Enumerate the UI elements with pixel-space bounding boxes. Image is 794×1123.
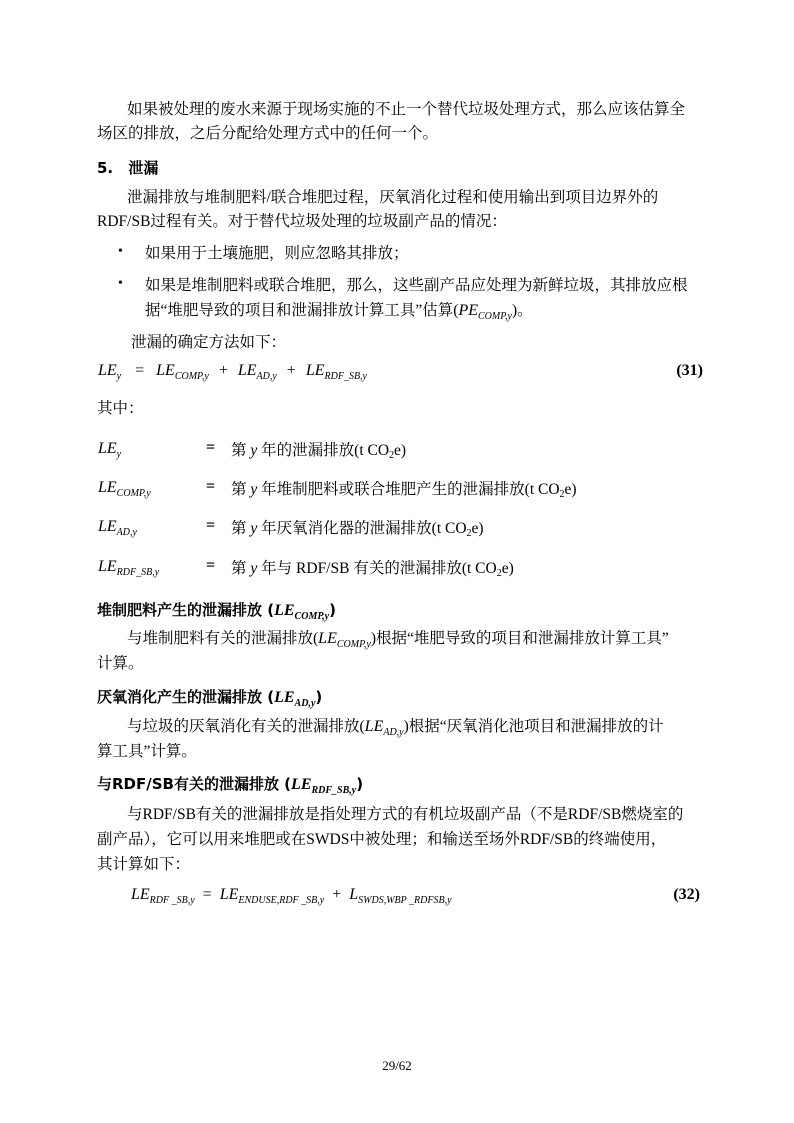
def-symbol-le-ad: $LE_{AD,y}$ bbox=[98, 518, 137, 538]
subheading-rdf-sb: 与RDF/SB有关的泄漏排放 $(LE_{RDF\_SB,y})$ bbox=[97, 775, 364, 796]
intro-line-2: 场区的排放，之后分配给处理方式中的任何一个。 bbox=[97, 125, 439, 142]
def-text-le-rdf: 第 y 年与 RDF/SB 有关的泄漏排放(t $CO_2e$) bbox=[231, 560, 514, 579]
composting-line-1: 与堆制肥料有关的泄漏排放$(LE_{COMP,y})$根据“堆肥导致的项目和泄漏排放计算工具” bbox=[127, 630, 669, 650]
section-number: 5. bbox=[97, 159, 114, 177]
def-equals-2: = bbox=[206, 478, 216, 495]
anaerobic-line-2: 算工具”计算。 bbox=[97, 743, 197, 760]
def-text-le-comp: 第 y 年堆制肥料或联合堆肥产生的泄漏排放(t $CO_2e$) bbox=[231, 481, 577, 500]
composting-line-2: 计算。 bbox=[97, 655, 144, 672]
bullet-dot-1: • bbox=[118, 244, 123, 259]
pe-comp-symbol: $PE_{COMP,y}$ bbox=[458, 302, 512, 322]
subheading-composting: 堆制肥料产生的泄漏排放 $(LE_{COMP,y})$ bbox=[97, 601, 336, 622]
def-symbol-le-y: $LE_y$ bbox=[98, 440, 122, 460]
bullet-2-line-2 bbox=[145, 298, 533, 329]
leak-line-2: RDF/SB过程有关。对于替代垃圾处理的垃圾副产品的情况： bbox=[97, 213, 507, 230]
def-equals-1: = bbox=[206, 439, 216, 456]
section-5-heading bbox=[97, 157, 158, 178]
intro-line-1: 如果被处理的废水来源于现场实施的不止一个替代垃圾处理方式，那么应该估算全 bbox=[127, 101, 686, 118]
method-line: 泄漏的确定方法如下： bbox=[131, 334, 287, 351]
section-title: 泄漏 bbox=[128, 159, 159, 177]
anaerobic-line-1: 与垃圾的厌氧消化有关的泄漏排放$(LE_{AD,y})$根据“厌氧消化池项目和泄漏排放的计 bbox=[127, 718, 664, 738]
def-text-le-ad: 第 y 年厌氧消化器的泄漏排放(t $CO_2e$) bbox=[231, 520, 484, 539]
equation-31-number: (31) bbox=[676, 362, 703, 379]
where-label: 其中： bbox=[97, 400, 144, 417]
bullet-2-text: 据“堆肥导致的项目和泄漏排放计算工具”估算( bbox=[145, 302, 459, 319]
bullet-2-end: )。 bbox=[511, 302, 533, 319]
def-symbol-le-rdf: $LE_{RDF\_SB,y}$ bbox=[98, 558, 160, 578]
equation-31: $LE_y = LE_{COMP,y} + LE_{AD,y} + LE_{RDF\_SB,y}$ bbox=[98, 362, 367, 382]
leak-line-1: 泄漏排放与堆制肥料/联合堆肥过程，厌氧消化过程和使用输出到项目边界外的 bbox=[127, 189, 659, 206]
def-text-le-y: 第 y 年的泄漏排放(t $CO_2e$) bbox=[231, 442, 407, 461]
bullet-dot-2: • bbox=[118, 276, 123, 291]
equation-32: $LE_{RDF \_SB,y} = LE_{ENDUSE,RDF \_SB,y} + L_{SWDS,WBP \_RDFSB,y}$ bbox=[131, 886, 452, 906]
bullet-2-line-1: 如果是堆制肥料或联合堆肥，那么，这些副产品应处理为新鲜垃圾，其排放应根 bbox=[145, 277, 688, 294]
rdf-line-1: 与RDF/SB有关的泄漏排放是指处理方式的有机垃圾副产品（不是RDF/SB燃烧室的 bbox=[127, 806, 684, 823]
def-symbol-le-comp: $LE_{COMP,y}$ bbox=[98, 479, 151, 499]
equation-32-number: (32) bbox=[673, 886, 700, 903]
rdf-line-2: 副产品），它可以用来堆肥或在SWDS中被处理；和输送至场外RDF/SB的终端使用， bbox=[97, 831, 667, 848]
bullet-1: 如果用于土壤施肥，则应忽略其排放； bbox=[145, 245, 409, 262]
rdf-line-3: 其计算如下： bbox=[97, 856, 191, 873]
def-equals-4: = bbox=[206, 557, 216, 574]
def-equals-3: = bbox=[206, 517, 216, 534]
subheading-anaerobic: 厌氧消化产生的泄漏排放 $(LE_{AD,y})$ bbox=[97, 688, 323, 709]
page-number: 29/62 bbox=[382, 1058, 412, 1073]
